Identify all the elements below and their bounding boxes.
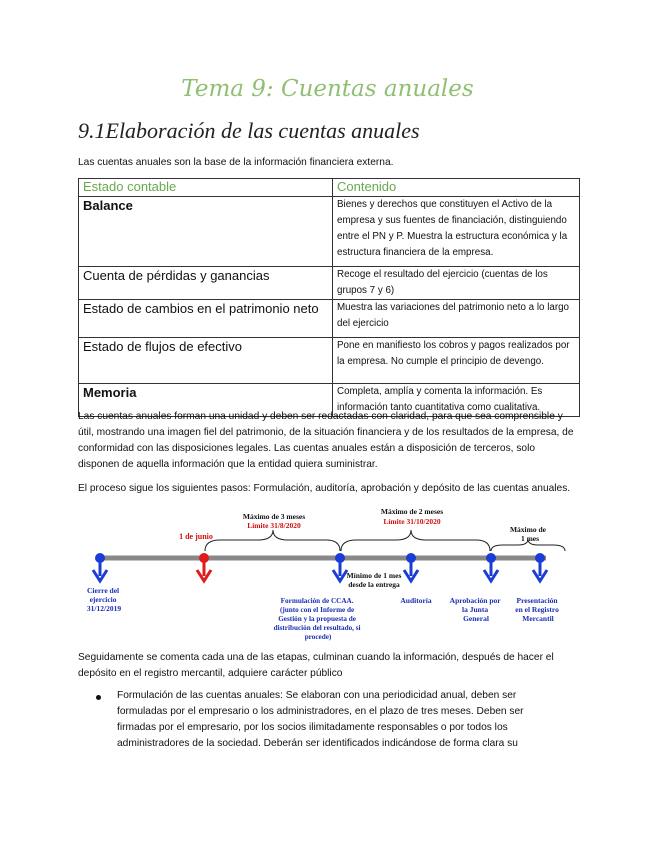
table-row xyxy=(79,267,580,300)
table-header-contenido: Contenido xyxy=(333,179,580,197)
brace1-label-1: Máximo de 3 meses xyxy=(242,512,306,521)
row-content: Completa, amplía y comenta la información. Es información tanto cuantitativa como cualitativa. xyxy=(333,384,580,417)
brace-3-meses xyxy=(205,530,340,551)
table-header-estado: Estado contable xyxy=(79,179,333,197)
row-name: Estado de cambios en el patrimonio neto xyxy=(79,300,333,338)
min-label-1: Mínimo de 1 mes xyxy=(346,571,402,580)
min-label-2: desde la entrega xyxy=(348,580,400,589)
june-label: 1 de junio xyxy=(179,532,213,541)
cierre-label: Cierre del ejercicio 31/12/2019 xyxy=(86,586,122,613)
table-row xyxy=(79,300,580,338)
row-content: Bienes y derechos que constituyen el Activo de la empresa y sus fuentes de financiación, distinguiendo entre el PN y P. Muestra la estructura económica y la estructura financiera de la empresa. xyxy=(333,197,580,267)
brace-2-meses xyxy=(341,530,490,551)
formulacion-label: Formulación de CCAA. (junto con el Informe de Gestión y la propuesta de distribución del resultado, si procede) xyxy=(273,597,361,641)
process-timeline xyxy=(78,508,578,648)
intro-paragraph: Las cuentas anuales son la base de la información financiera externa. xyxy=(78,157,394,168)
accounts-table xyxy=(78,178,580,417)
bullet-formulacion: Formulación de las cuentas anuales: Se elaboran con una periodicidad anual, deben ser formuladas por el empresario o los administradores, en el plazo de tres meses. Deben ser firmadas por el empresario, por los socios ilimitadamente responsables o por todos los administradores de la sociedad. Deberán ser identificados indicándose de forma clara su xyxy=(117,690,524,749)
paragraph-unidad: Las cuentas anuales forman una unidad y deben ser redactadas con claridad, para que sea comprensible y útil, mostrando una imagen fiel del patrimonio, de la situación financiera y de los resultados de la empresa, de conformidad con las disposiciones legales. Las cuentas anuales están a disposición de terceros, solo disponen de aquella información que la entidad quiera suministrar. xyxy=(78,411,574,470)
brace2-label-2: Límite 31/10/2020 xyxy=(383,517,441,526)
arrow-junio-icon xyxy=(197,553,211,581)
section-heading: 9.1Elaboración de las cuentas anuales xyxy=(78,118,420,143)
arrow-presentacion-icon xyxy=(533,553,547,581)
bullet-icon xyxy=(96,695,101,700)
brace1-label-2: Límite 31/8/2020 xyxy=(247,521,301,530)
row-name: Estado de flujos de efectivo xyxy=(79,338,333,384)
page-title: Tema 9: Cuentas anuales xyxy=(181,76,474,102)
table-row xyxy=(79,197,580,267)
arrow-aprobacion-icon xyxy=(484,553,498,581)
arrow-auditoria-icon xyxy=(404,553,418,581)
max1-label-1: Máximo de xyxy=(509,525,547,534)
table-row xyxy=(79,338,580,384)
row-content: Recoge el resultado del ejercicio (cuentas de los grupos 7 y 6) xyxy=(333,267,580,300)
paragraph-etapas: Seguidamente se comenta cada una de las etapas, culminan cuando la información, después de hacer el depósito en el registro mercantil, adquiere carácter público xyxy=(78,652,554,679)
auditoria-label: Auditoría xyxy=(400,596,432,605)
presentacion-label: Presentación en el Registro Mercantil xyxy=(515,596,559,623)
table-header-row xyxy=(79,179,580,197)
paragraph-proceso: El proceso sigue los siguientes pasos: Formulación, auditoría, aprobación y depósito de las cuentas anuales. xyxy=(78,483,571,494)
aprobacion-label: Aprobación por la Junta General xyxy=(449,596,501,623)
arrow-formulacion-icon xyxy=(333,553,347,581)
row-name: Balance xyxy=(79,197,333,267)
brace2-label-1: Máximo de 2 meses xyxy=(380,508,444,516)
max1-label-2: 1 mes xyxy=(520,534,540,543)
row-content: Muestra las variaciones del patrimonio neto a lo largo del ejercicio xyxy=(333,300,580,338)
row-name: Cuenta de pérdidas y ganancias xyxy=(79,267,333,300)
row-content: Pone en manifiesto los cobros y pagos realizados por la empresa. No cumple el principio de devengo. xyxy=(333,338,580,384)
arrow-cierre-icon xyxy=(93,553,107,581)
row-name: Memoria xyxy=(79,384,333,417)
